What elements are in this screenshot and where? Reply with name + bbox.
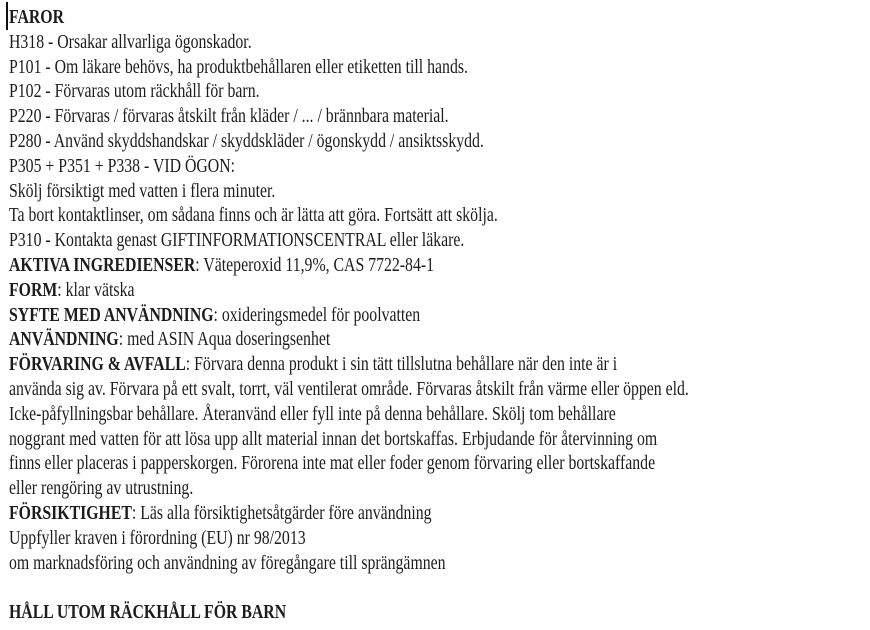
text-segment: P102 - Förvaras utom räckhåll för barn. (9, 80, 260, 103)
bold-segment: SYFTE MED ANVÄNDNING (9, 303, 214, 326)
line-p310 (9, 228, 870, 253)
text-segment: P305 + P351 + P338 - VID ÖGON: (9, 154, 236, 177)
line-hall-utom-rackhall-heading (9, 600, 870, 625)
line-skolj-forsiktigt (9, 179, 870, 204)
text-segment: : Förvara denna produkt i sin tätt tillslutna behållare när den inte är i (185, 353, 618, 376)
text-segment: : oxideringsmedel för poolvatten (213, 303, 421, 326)
line-h318 (9, 30, 870, 55)
document-text-body (9, 5, 870, 625)
text-segment: finns eller placeras i papperskorgen. Förorena inte mat eller foder genom förvaring eller bortskaffande (9, 452, 656, 475)
line-faror-heading (9, 5, 870, 30)
text-segment: H318 - Orsakar allvarliga ögonskador. (9, 30, 252, 53)
bold-segment: ANVÄNDNING (9, 328, 119, 351)
text-segment: om marknadsföring och användning av föregångare till sprängämnen (9, 551, 446, 574)
text-segment: : Väteperoxid 11,9%, CAS 7722-84-1 (195, 253, 435, 276)
text-segment: använda sig av. Förvara på ett svalt, torrt, väl ventilerat område. Förvaras åtskilt från värme eller öppen eld. (9, 377, 689, 400)
line-p102 (9, 79, 870, 104)
line-p220 (9, 104, 870, 129)
line-ta-bort-kontaktlinser (9, 203, 870, 228)
line-forvaring-avfall-5 (9, 451, 870, 476)
line-forvaring-avfall-4 (9, 427, 870, 452)
text-segment: P101 - Om läkare behövs, ha produktbehållaren eller etiketten till hands. (9, 55, 468, 78)
line-syfte-med-anvandning (9, 303, 870, 328)
text-segment: P220 - Förvaras / förvaras åtskilt från kläder / ... / brännbara material. (9, 105, 449, 128)
line-uppfyller-kraven (9, 526, 870, 551)
line-forvaring-avfall-3 (9, 402, 870, 427)
line-p101 (9, 55, 870, 80)
line-forvaring-avfall (9, 352, 870, 377)
text-segment: P310 - Kontakta genast GIFTINFORMATIONSCENTRAL eller läkare. (9, 229, 465, 252)
text-segment: : klar vätska (57, 278, 135, 301)
line-form (9, 278, 870, 303)
text-segment: : med ASIN Aqua doseringsenhet (118, 328, 331, 351)
text-segment: noggrant med vatten för att lösa upp allt material innan det bortskaffas. Erbjudande för återvinning om (9, 427, 658, 450)
bold-segment: AKTIVA INGREDIENSER (9, 253, 196, 276)
line-blank (9, 575, 870, 600)
text-segment: : Läs alla försiktighetsåtgärder före användning (131, 501, 432, 524)
line-p305-p351-p338 (9, 154, 870, 179)
line-forsiktighet (9, 501, 870, 526)
bold-segment: FORM (9, 278, 58, 301)
text-segment: Ta bort kontaktlinser, om sådana finns och är lätta att göra. Fortsätt att skölja. (9, 204, 498, 227)
bold-segment: FÖRVARING & AVFALL (9, 353, 186, 376)
text-cursor (6, 2, 8, 30)
line-anvandning (9, 327, 870, 352)
text-segment: Skölj försiktigt med vatten i flera minuter. (9, 179, 276, 202)
line-forvaring-avfall-2 (9, 377, 870, 402)
line-p280 (9, 129, 870, 154)
text-segment: eller rengöring av utrustning. (9, 477, 194, 500)
bold-segment: FÖRSIKTIGHET (9, 501, 132, 524)
line-om-marknadsforing (9, 551, 870, 576)
bold-segment: FAROR (9, 6, 65, 28)
text-segment: P280 - Använd skyddshandskar / skyddskläder / ögonskydd / ansiktsskydd. (9, 129, 484, 152)
line-aktiva-ingredienser (9, 253, 870, 278)
text-segment: Icke-påfyllningsbar behållare. Återanvänd eller fyll inte på denna behållare. Skölj tom behållare (9, 402, 616, 425)
text-segment: Uppfyller kraven i förordning (EU) nr 98/2013 (9, 526, 306, 549)
bold-segment: HÅLL UTOM RÄCKHÅLL FÖR BARN (9, 601, 287, 624)
line-forvaring-avfall-6 (9, 476, 870, 501)
